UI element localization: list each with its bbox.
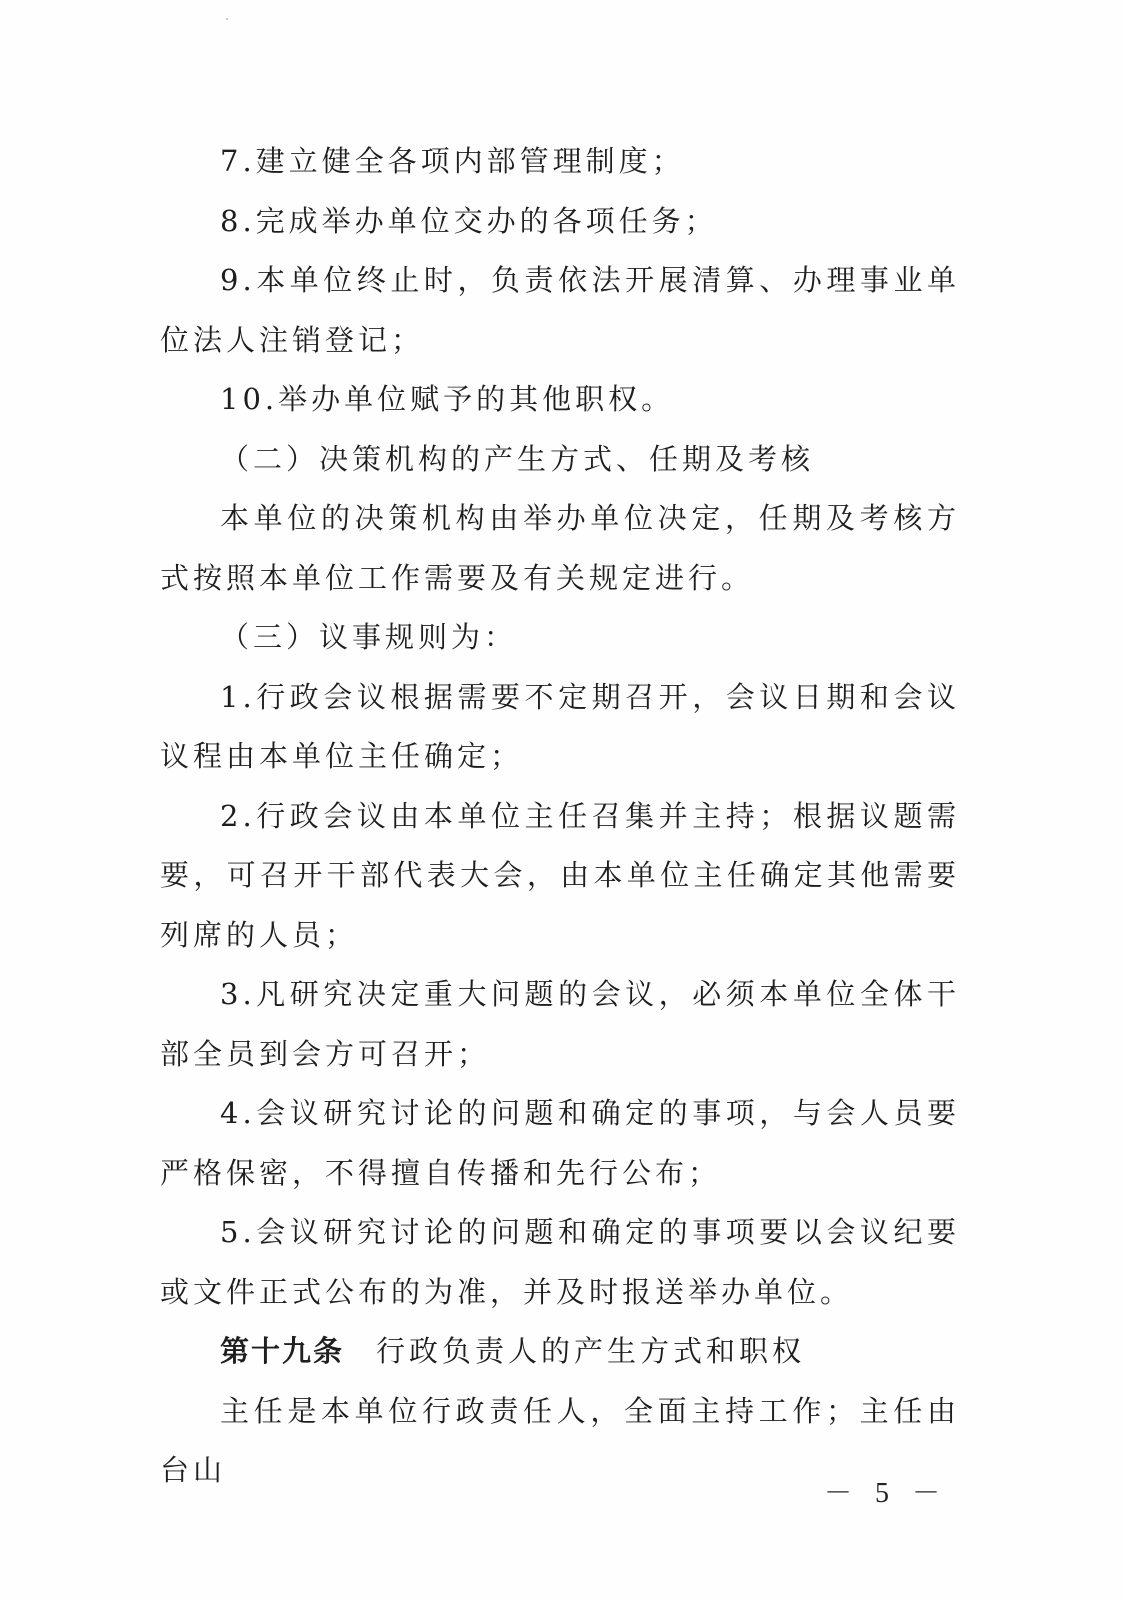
paragraph-rule-4: 4.会议研究讨论的问题和确定的事项，与会人员要严格保密，不得擅自传播和先行公布； <box>160 1096 960 1190</box>
article-19-title: 行政负责人的产生方式和职权 <box>376 1334 806 1368</box>
paragraph-decision-body: 本单位的决策机构由举办单位决定，任期及考核方式按照本单位工作需要及有关规定进行。 <box>160 501 960 595</box>
section-heading-meeting-rules: （三）议事规则为： <box>220 620 518 654</box>
page-number: － 5 － <box>823 1478 948 1509</box>
paragraph-duty-9: 9.本单位终止时，负责依法开展清算、办理事业单位法人注销登记； <box>160 263 960 357</box>
paragraph-rule-5: 5.会议研究讨论的问题和确定的事项要以会议纪要或文件正式公布的为准，并及时报送举办单位。 <box>160 1215 960 1309</box>
paragraph-rule-1: 1.行政会议根据需要不定期召开，会议日期和会议议程由本单位主任确定； <box>160 679 960 773</box>
paragraph-rule-2: 2.行政会议由本单位主任召集并主持；根据议题需要，可召开干部代表大会，由本单位主任确定其他需要列席的人员； <box>160 798 960 952</box>
article-19-heading: 第十九条 <box>220 1334 345 1368</box>
document-body <box>160 132 960 1501</box>
paragraph-duty-7: 7.建立健全各项内部管理制度； <box>220 144 685 178</box>
scan-speck <box>226 18 228 20</box>
section-heading-decision-body: （二）决策机构的产生方式、任期及考核 <box>220 441 815 476</box>
article-19-line <box>160 1322 960 1382</box>
paragraph-duty-10: 10.举办单位赋予的其他职权。 <box>220 382 675 416</box>
paragraph-duty-8: 8.完成举办单位交办的各项任务； <box>220 203 718 238</box>
paragraph-rule-3: 3.凡研究决定重大问题的会议，必须本单位全体干部全员到会方可召开； <box>160 977 960 1071</box>
paragraph-director: 主任是本单位行政责任人，全面主持工作；主任由台山 <box>160 1393 960 1487</box>
